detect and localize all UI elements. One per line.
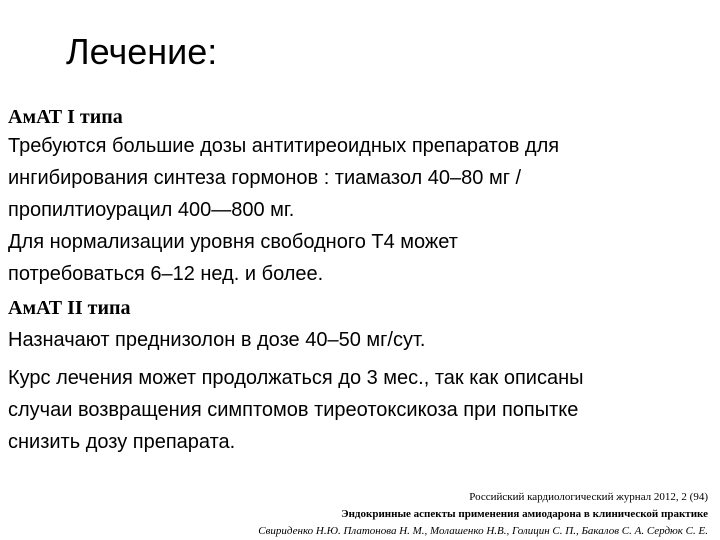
text-line: Назначают преднизолон в дозе 40–50 мг/сут. bbox=[8, 329, 426, 351]
text-line: ингибирования синтеза гормонов : тиамазол 40–80 мг / bbox=[8, 167, 522, 189]
text-line: случаи возвращения симптомов тиреотоксикоза при попытке bbox=[8, 399, 579, 421]
text-line: потребоваться 6–12 нед. и более. bbox=[8, 263, 324, 285]
citation-authors: Свириденко Н.Ю. Платонова Н. М., Молашенко Н.В., Голицин С. П., Бакалов С. А. Сердюк С. Е. bbox=[258, 525, 708, 537]
text-line: Для нормализации уровня свободного Т4 может bbox=[8, 231, 458, 253]
text-line: Курс лечения может продолжаться до 3 мес., так как описаны bbox=[8, 367, 584, 389]
section-heading: АмАТ II типа bbox=[8, 297, 131, 319]
slide-title: Лечение: bbox=[66, 31, 218, 72]
citation bbox=[88, 489, 708, 540]
slide-content bbox=[8, 104, 713, 458]
section-type-1 bbox=[8, 104, 713, 290]
citation-article: Эндокринные аспекты применения амиодарона в клинической практике bbox=[341, 508, 708, 520]
section-type-2 bbox=[8, 292, 713, 458]
text-line: снизить дозу препарата. bbox=[8, 431, 236, 453]
text-line: Требуются большие дозы антитиреоидных препаратов для bbox=[8, 135, 560, 157]
citation-journal: Российский кардиологический журнал 2012, 2 (94) bbox=[469, 491, 708, 503]
section-heading: АмАТ I типа bbox=[8, 106, 123, 128]
text-line: пропилтиоурацил 400—800 мг. bbox=[8, 199, 295, 221]
